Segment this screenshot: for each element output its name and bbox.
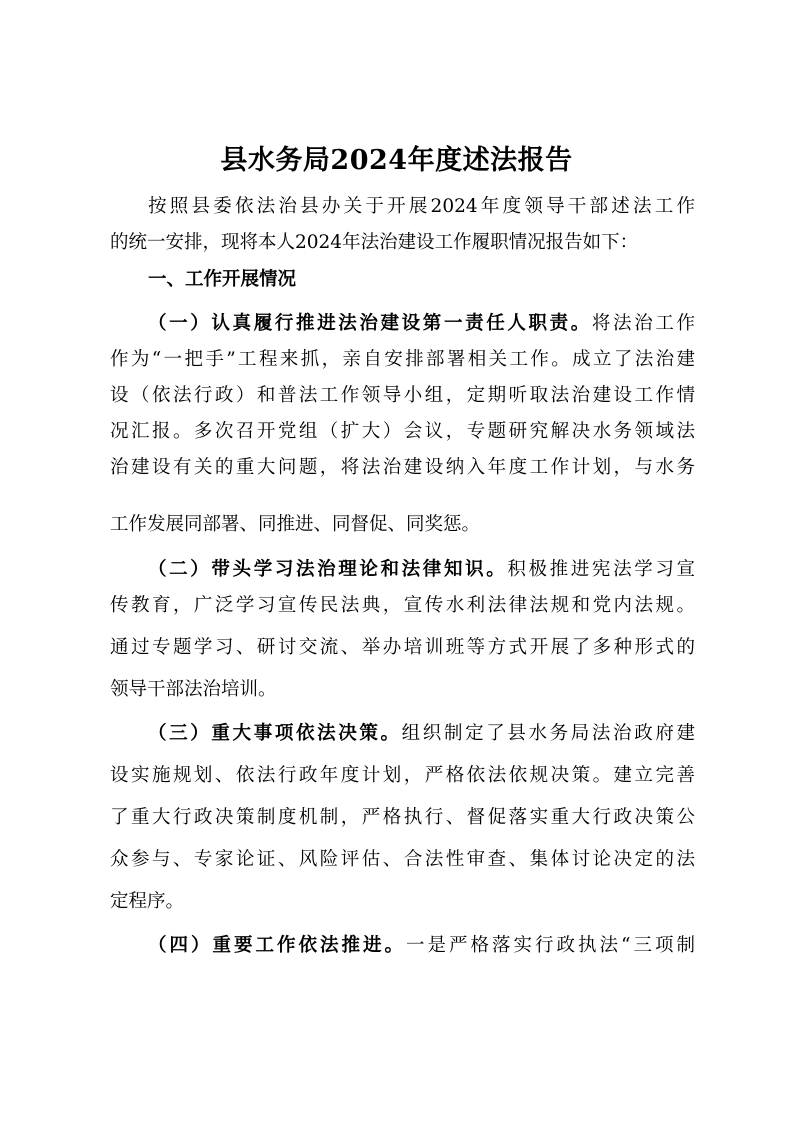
document-title: 县水务局2024年度述法报告 [220, 145, 573, 176]
paragraph-line: 了重大行政决策制度机制，严格执行、督促落实重大行政决策公 [110, 807, 695, 828]
item-lead: （三）重大事项依法决策。 [148, 723, 402, 744]
intro-line: 按照县委依法治县办关于开展2024年度领导干部述法工作 [148, 196, 695, 217]
paragraph-line: 传教育，广泛学习宣传民法典，宣传水利法律法规和党内法规。 [110, 595, 695, 616]
paragraph-line: 工作发展同部署、同推进、同督促、同奖惩。 [110, 514, 481, 535]
paragraph-line: 定程序。 [110, 891, 185, 912]
paragraph-line [148, 556, 695, 584]
paragraph-line: 众参与、专家论证、风险评估、合法性审查、集体讨论决定的法 [110, 849, 695, 870]
item-text: 积极推进宪法学习宣 [507, 559, 695, 580]
paragraph-line: 设（依法行政）和普法工作领导小组，定期听取法治建设工作情 [110, 385, 695, 406]
paragraph-line: 治建设有关的重大问题，将法治建设纳入年度工作计划，与水务 [110, 457, 695, 478]
item-text: 一是严格落实行政执法“三项制 [406, 935, 695, 956]
section-heading: 一、工作开展情况 [148, 269, 297, 290]
paragraph-line: 况汇报。多次召开党组（扩大）会议，专题研究解决水务领域法 [110, 421, 695, 442]
item-lead: （一）认真履行推进法治建设第一责任人职责。 [148, 313, 592, 334]
paragraph-line [148, 932, 695, 960]
intro-line: 的统一安排，现将本人2024年法治建设工作履职情况报告如下： [110, 232, 639, 253]
paragraph-line: 设实施规划、依法行政年度计划，严格依法依规决策。建立完善 [110, 765, 695, 786]
paragraph-line [148, 720, 695, 748]
item-lead: （二）带头学习法治理论和法律知识。 [148, 559, 508, 580]
paragraph-line [148, 310, 695, 338]
paragraph-line: 通过专题学习、研讨交流、举办培训班等方式开展了多种形式的 [110, 637, 695, 658]
item-text: 组织制定了县水务局法治政府建 [401, 723, 695, 744]
paragraph-line: 作为“一把手”工程来抓，亲自安排部署相关工作。成立了法治建 [110, 349, 695, 370]
item-text: 将法治工作 [591, 313, 695, 334]
item-lead: （四）重要工作依法推进。 [148, 935, 407, 956]
paragraph-line: 领导干部法治培训。 [110, 679, 277, 700]
